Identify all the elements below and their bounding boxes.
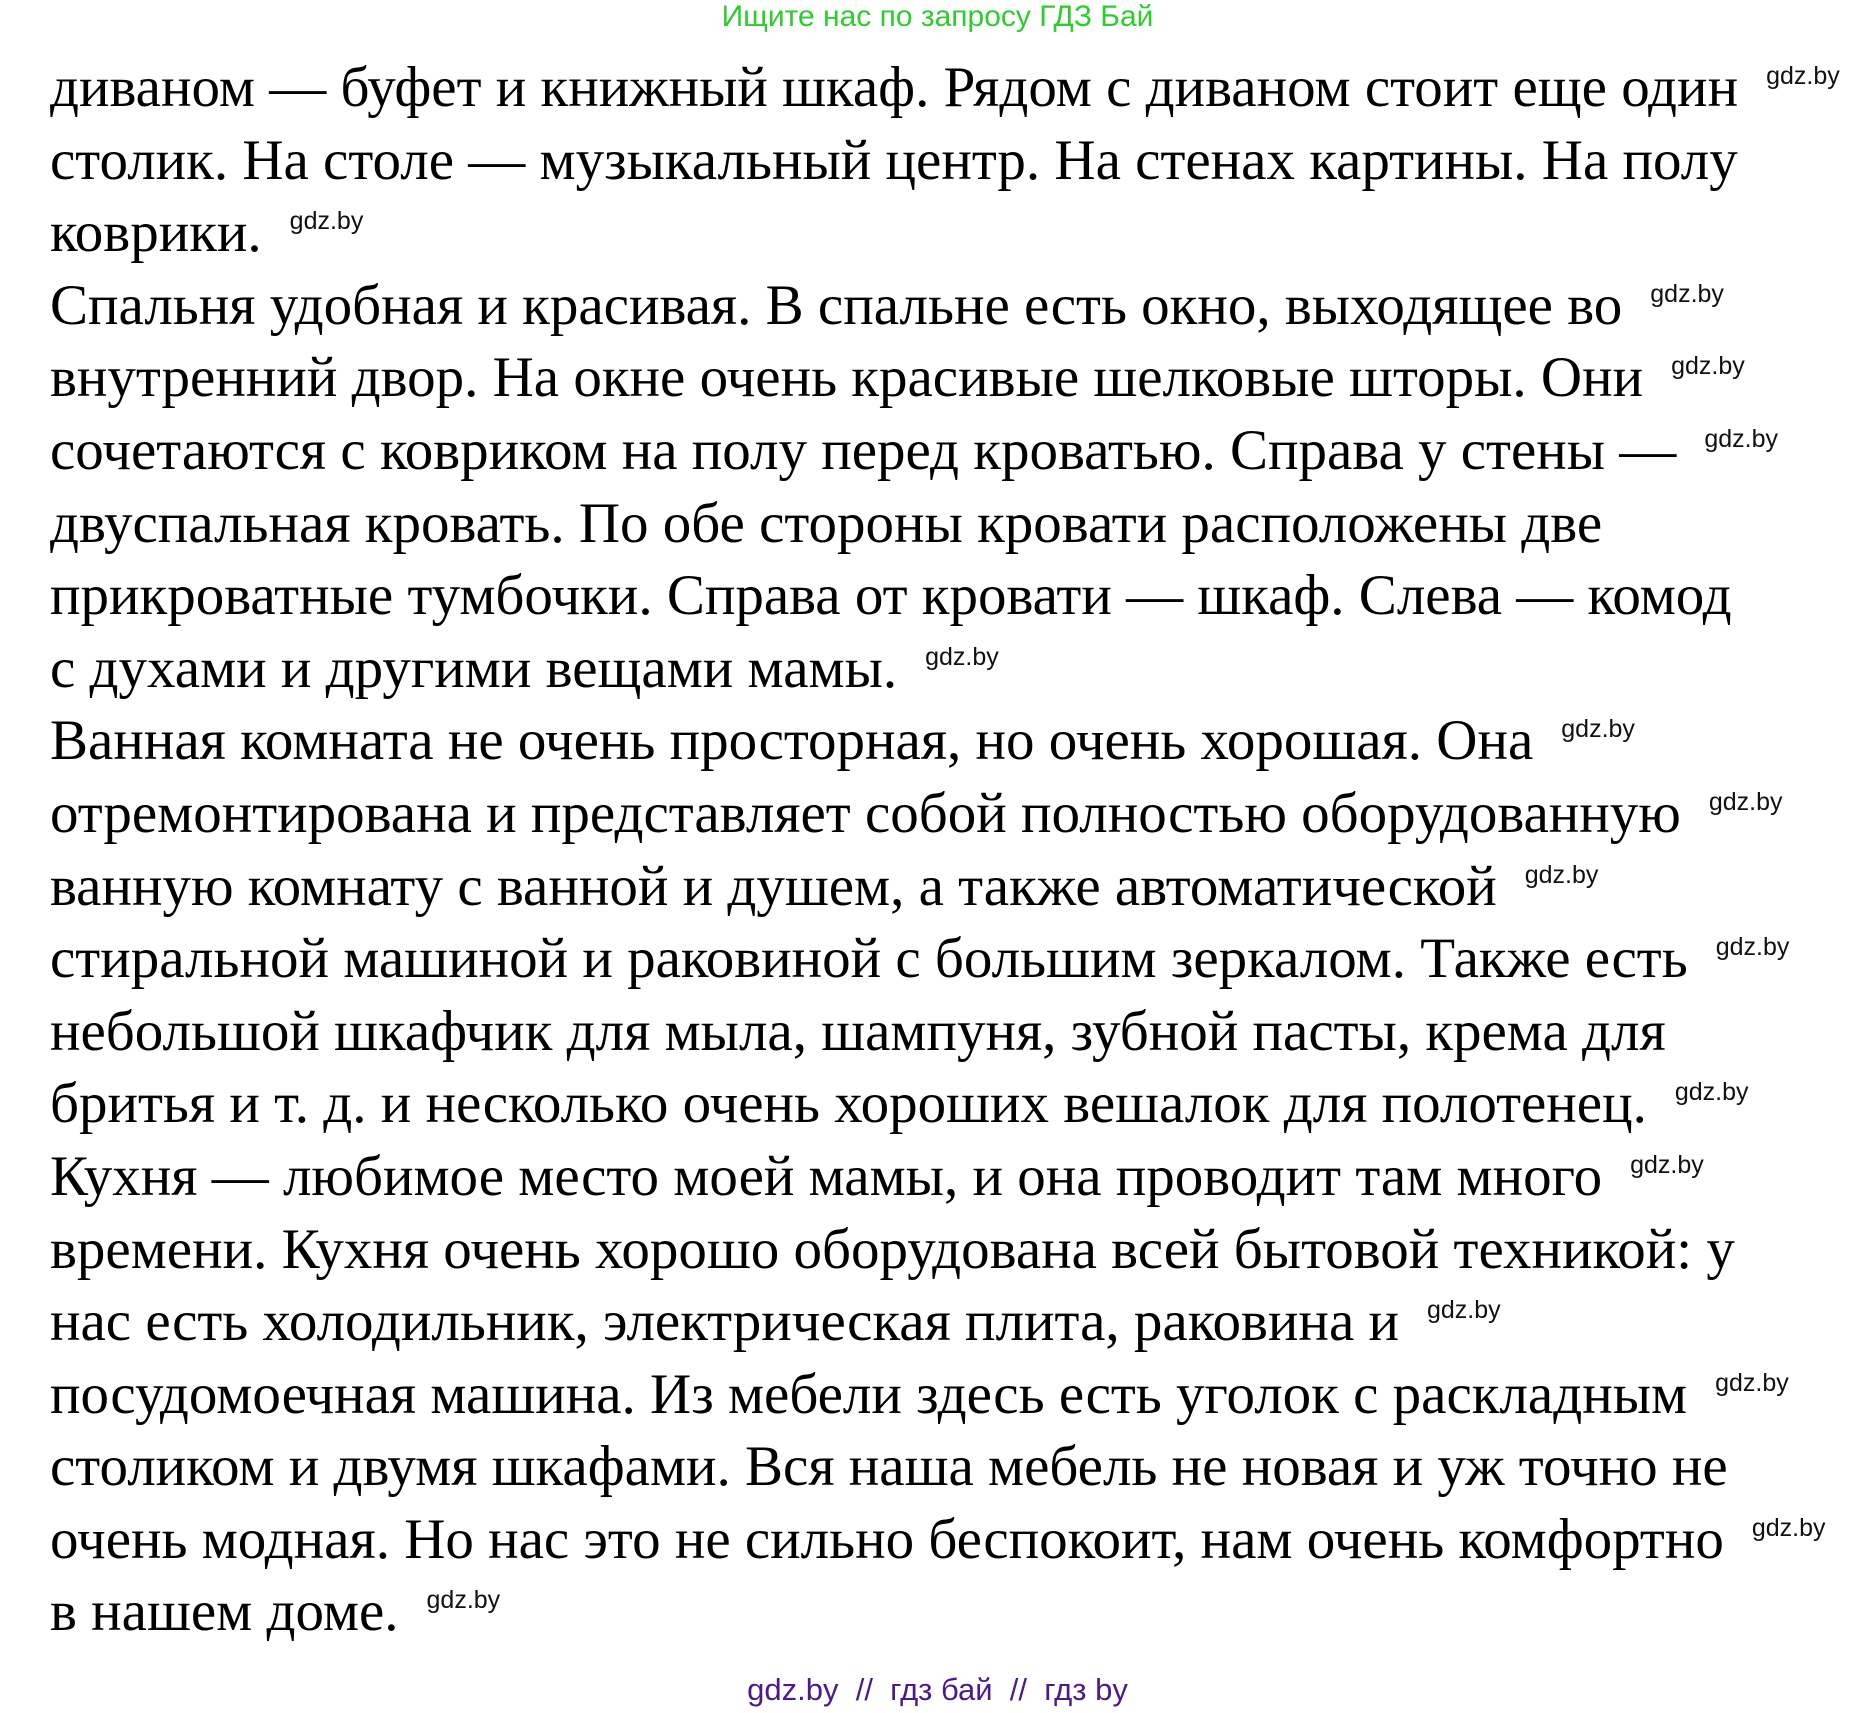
text-line-content: прикроватные тумбочки. Справа от кровати — шкаф. Слева — комод (50, 564, 1732, 628)
text-line-content: с духами и другими вещами мамы. (50, 636, 898, 700)
search-hint-banner: Ищите нас по запросу ГДЗ Бай (721, 0, 1154, 33)
text-line-content: небольшой шкафчик для мыла, шампуня, зубной пасты, крема для (50, 999, 1666, 1063)
text-line (50, 778, 1875, 851)
text-line-content: внутренний двор. На окне очень красивые шелковые шторы. Они (50, 346, 1644, 410)
text-line (50, 1504, 1875, 1577)
watermark: gdz.by (1561, 715, 1635, 744)
text-line-content: бритья и т. д. и несколько очень хороших вешалок для полотенец. (50, 1072, 1647, 1136)
footer-links[interactable]: gdz.by // гдз бай // гдз by (747, 1672, 1128, 1707)
text-line (50, 1286, 1875, 1359)
text-line (50, 52, 1875, 125)
text-line-content: Ванная комната не очень просторная, но очень хорошая. Она (50, 709, 1534, 773)
text-line (50, 923, 1875, 996)
text-line-content: столиком и двумя шкафами. Вся наша мебель не новая и уж точно не (50, 1435, 1728, 1499)
text-line-content: очень модная. Но нас это не сильно беспокоит, нам очень комфортно (50, 1507, 1724, 1571)
text-line (50, 197, 1875, 270)
watermark: gdz.by (1650, 279, 1724, 308)
text-line-content: Спальня удобная и красивая. В спальне есть окно, выходящее во (50, 273, 1623, 337)
text-line (50, 560, 1875, 633)
watermark: gdz.by (925, 642, 999, 671)
text-line-content: нас есть холодильник, электрическая плита, раковина и (50, 1290, 1399, 1354)
text-line-content: коврики. (50, 201, 262, 265)
watermark: gdz.by (1524, 860, 1599, 889)
watermark: gdz.by (1427, 1296, 1501, 1325)
text-line-content: двуспальная кровать. По обе стороны кровати расположены две (50, 491, 1603, 555)
text-line-content: времени. Кухня очень хорошо оборудована всей бытовой техникой: у (50, 1217, 1735, 1281)
text-line (50, 488, 1875, 561)
text-line (50, 1576, 1875, 1649)
text-line-content: ванную комнату с ванной и душем, а также автоматической (50, 854, 1497, 918)
text-line-content: диваном — буфет и книжный шкаф. Рядом с диваном стоит еще один (50, 56, 1739, 119)
text-line (50, 415, 1875, 488)
watermark: gdz.by (1704, 424, 1778, 453)
watermark: gdz.by (1715, 1368, 1789, 1397)
text-line (50, 1141, 1875, 1214)
text-line (50, 1068, 1875, 1141)
text-line-content: стиральной машиной и раковиной с большим зеркалом. Также есть (50, 927, 1688, 991)
watermark: gdz.by (1715, 933, 1790, 962)
text-line (50, 125, 1875, 198)
text-line (50, 633, 1875, 706)
watermark: gdz.by (1674, 1078, 1749, 1107)
text-line (50, 1431, 1875, 1504)
text-line (50, 851, 1875, 924)
text-line (50, 1359, 1875, 1432)
text-line (50, 270, 1875, 343)
watermark: gdz.by (1630, 1150, 1704, 1179)
watermark: gdz.by (289, 207, 364, 236)
text-line-content: сочетаются с ковриком на полу перед кроватью. Справа у стены — (50, 418, 1677, 482)
text-line (50, 996, 1875, 1069)
watermark: gdz.by (1671, 352, 1745, 381)
watermark: gdz.by (1766, 62, 1840, 90)
document-text (50, 52, 1875, 1649)
watermark: gdz.by (1708, 787, 1783, 816)
text-line (50, 705, 1875, 778)
text-line-content: отремонтирована и представляет собой полностью оборудованную (50, 781, 1681, 845)
watermark: gdz.by (426, 1586, 501, 1615)
text-line-content: в нашем доме. (50, 1580, 399, 1644)
text-line (50, 342, 1875, 415)
text-line-content: Кухня — любимое место моей мамы, и она проводит там много (50, 1144, 1603, 1208)
watermark: gdz.by (1751, 1513, 1826, 1542)
text-line (50, 1214, 1875, 1287)
text-line-content: столик. На столе — музыкальный центр. На стенах картины. На полу (50, 128, 1738, 192)
text-line-content: посудомоечная машина. Из мебели здесь есть уголок с раскладным (50, 1362, 1688, 1426)
